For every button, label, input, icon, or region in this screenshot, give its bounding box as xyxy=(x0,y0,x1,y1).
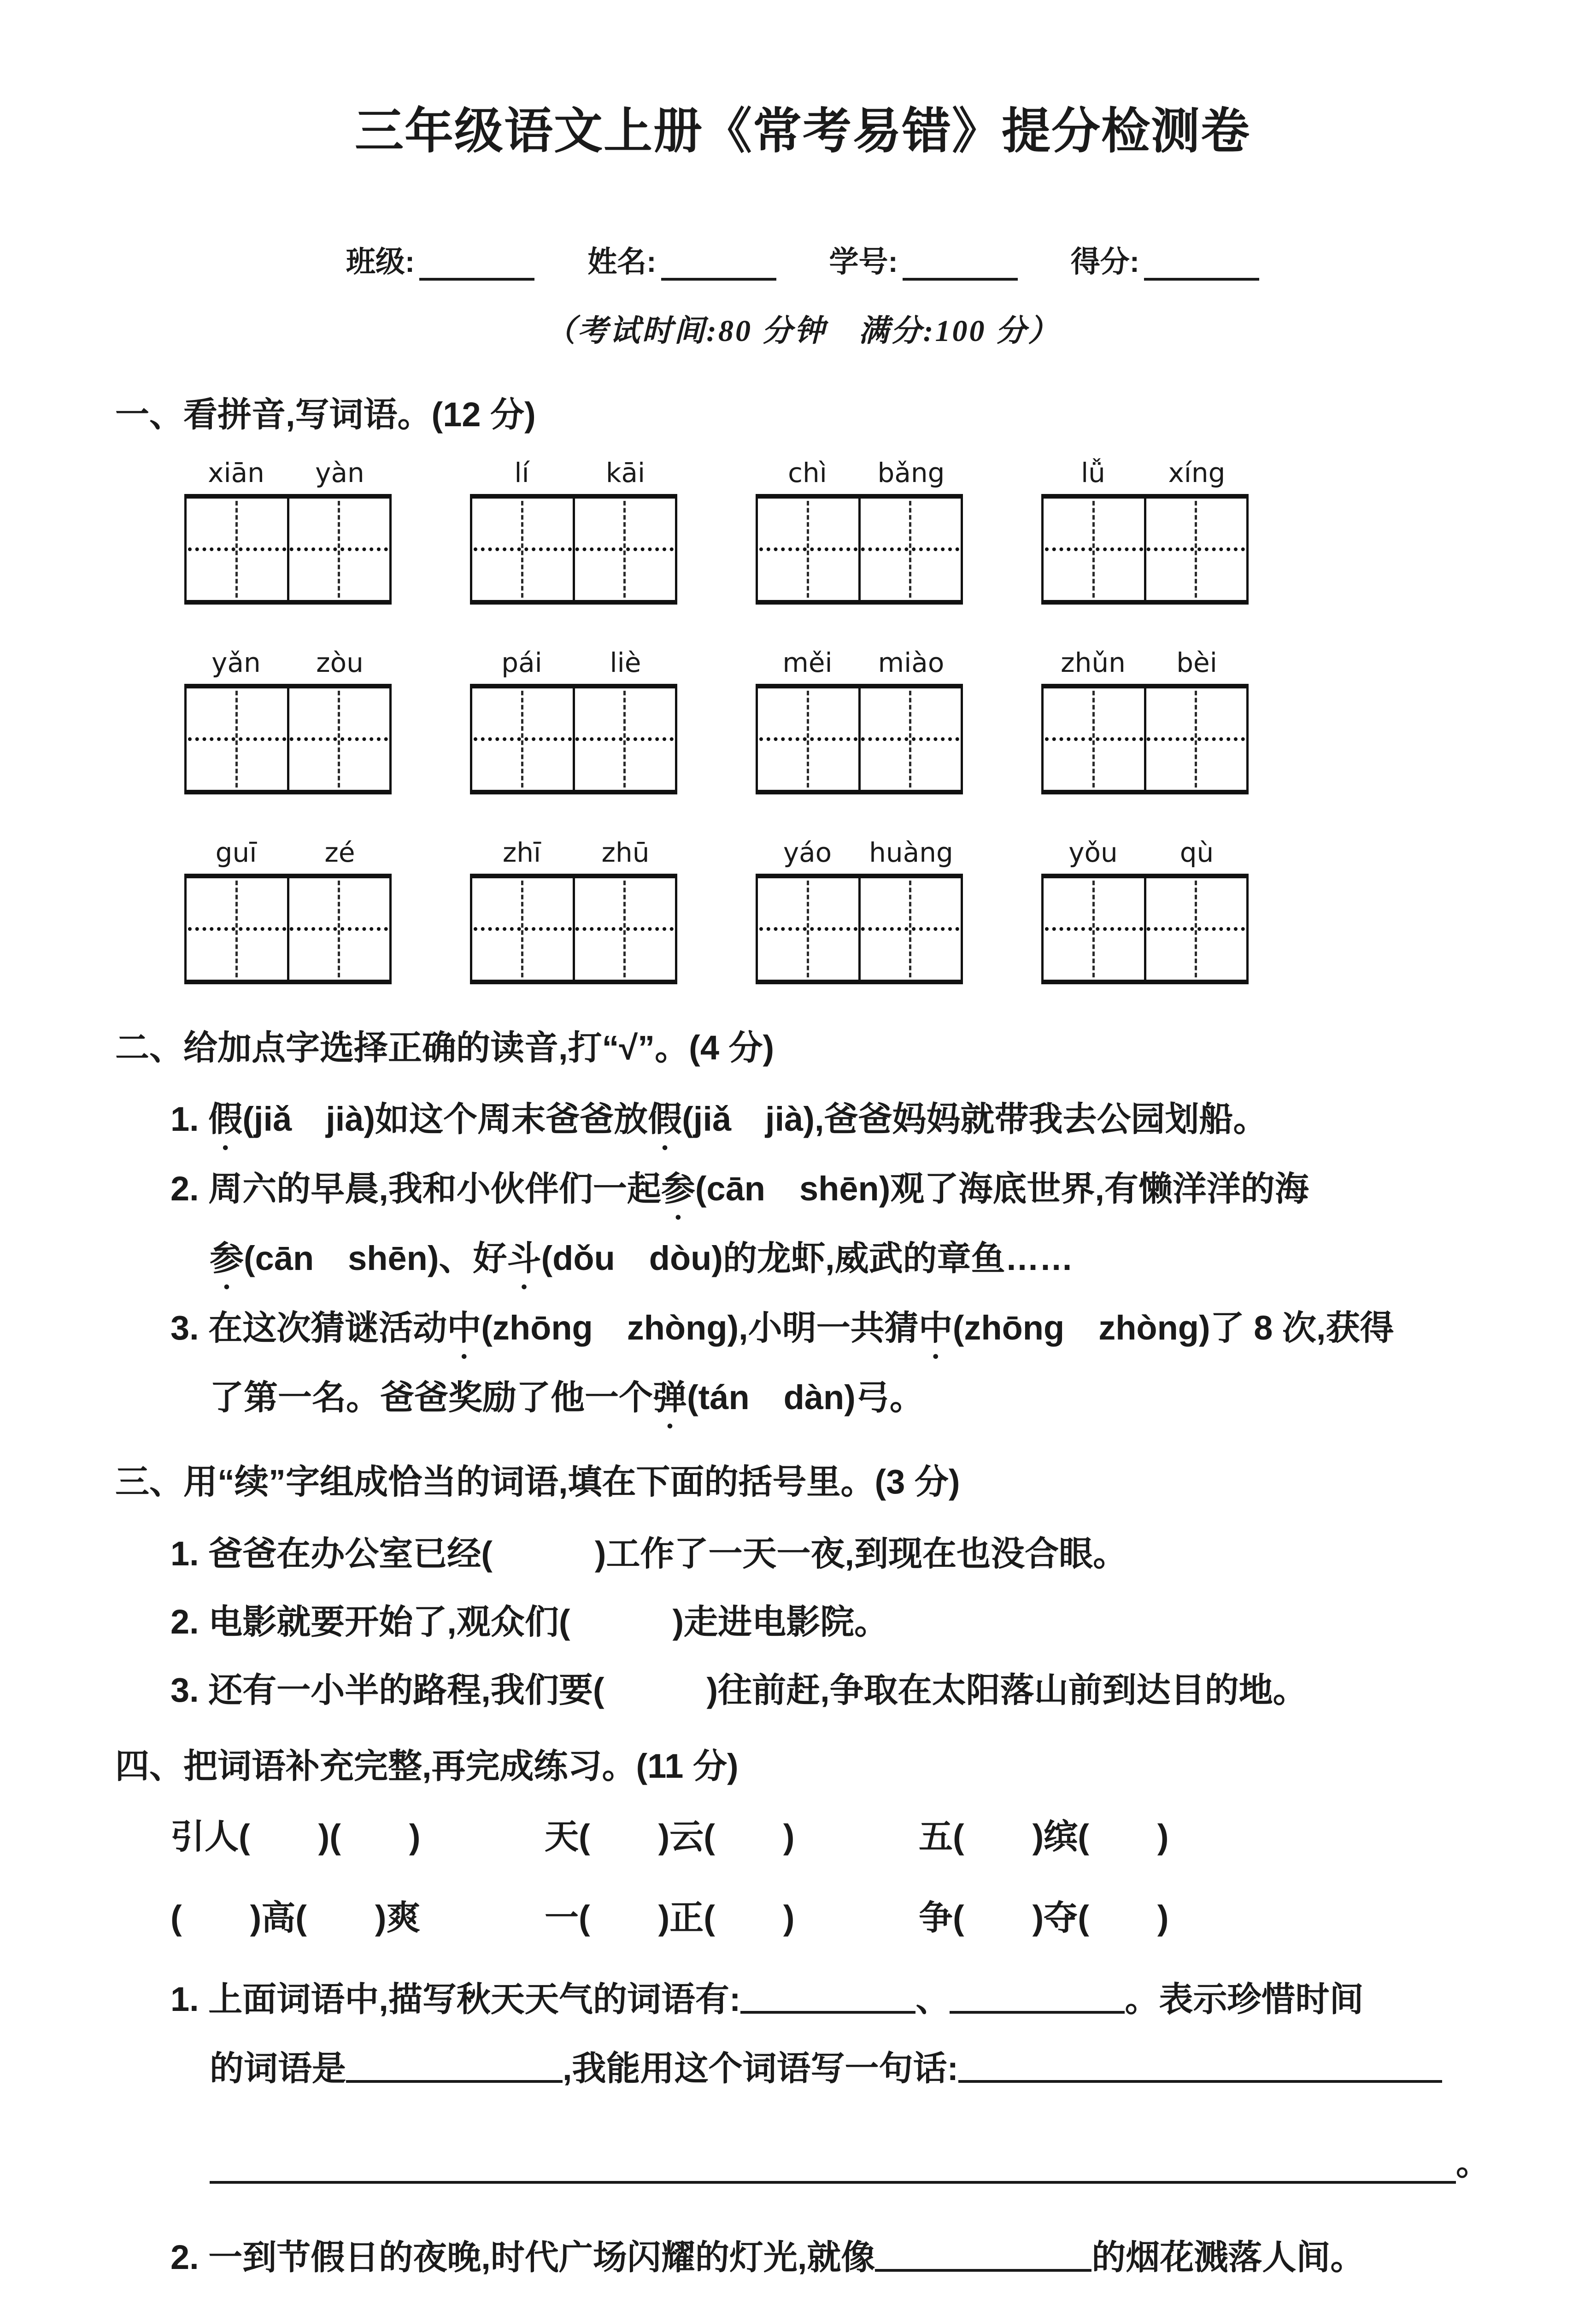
pinyin-syllable: miào xyxy=(878,647,945,678)
writing-cell xyxy=(187,499,289,600)
question-text: (jiǎ jià),爸爸妈妈就带我去公园划船。 xyxy=(682,1100,1267,1138)
pinyin-labels xyxy=(756,457,963,488)
section-2-items xyxy=(170,1087,1490,1435)
writing-grid xyxy=(470,684,677,794)
writing-cell xyxy=(1146,499,1247,600)
pinyin-labels xyxy=(756,837,963,868)
question-text: 2. 周六的早晨,我和小伙伴们一起 xyxy=(170,1170,661,1208)
pinyin-labels xyxy=(470,837,677,868)
pinyin-row xyxy=(184,457,1490,605)
question-text: 。 xyxy=(1456,2144,1490,2182)
question-line xyxy=(170,1522,1490,1586)
writing-cell xyxy=(861,878,961,980)
writing-cell xyxy=(1044,878,1146,980)
pinyin-labels xyxy=(470,647,677,678)
pinyin-labels xyxy=(184,647,392,678)
pinyin-word-group xyxy=(470,647,677,794)
pinyin-row xyxy=(184,837,1490,984)
writing-cell xyxy=(758,499,861,600)
answer-blank xyxy=(958,2053,1442,2083)
answer-blank xyxy=(875,2242,1091,2272)
section-4 xyxy=(115,1745,1490,2292)
word-blank-group: 争( )夺( ) xyxy=(919,1898,1169,1937)
question-text: (cān shēn)、好 xyxy=(244,1239,507,1277)
pinyin-labels xyxy=(184,837,392,868)
question-text: 3. 在这次猜谜活动 xyxy=(170,1309,447,1347)
pinyin-word-group xyxy=(756,457,963,605)
question-line xyxy=(210,2034,1490,2103)
question-text: 2. 电影就要开始了,观众们( )走进电影院。 xyxy=(170,1602,889,1641)
writing-cell xyxy=(289,688,390,790)
writing-cell xyxy=(861,688,961,790)
writing-cell xyxy=(1146,878,1247,980)
question-item xyxy=(170,1157,1490,1296)
student-id-field xyxy=(829,238,1018,281)
question-text: (dǒu dòu)的龙虾,威武的章鱼…… xyxy=(541,1239,1074,1277)
pinyin-syllable: guī xyxy=(215,836,257,868)
question-text: 的词语是 xyxy=(210,2049,346,2087)
question-text: (zhōng zhòng),小明一共猜 xyxy=(481,1309,919,1347)
question-item xyxy=(170,1522,1490,1586)
section-4-heading: 四、把词语补充完整,再完成练习。(11 分) xyxy=(115,1746,739,1785)
pinyin-word-group xyxy=(184,457,392,605)
pinyin-labels xyxy=(756,647,963,678)
pinyin-word-group xyxy=(184,647,392,794)
word-blank-group: 天( )云( ) xyxy=(545,1817,795,1856)
pinyin-word-group xyxy=(470,837,677,984)
pinyin-labels xyxy=(184,457,392,488)
writing-cell xyxy=(575,499,675,600)
dotted-character: 假 xyxy=(208,1100,243,1138)
question-line xyxy=(210,1366,1490,1435)
pinyin-word-group xyxy=(1041,837,1249,984)
question-line xyxy=(210,1227,1490,1296)
section-1 xyxy=(115,394,1490,984)
word-blank-group: ( )高( )爽 xyxy=(170,1898,421,1937)
word-completion-row xyxy=(170,1891,1490,1940)
pinyin-syllable: xíng xyxy=(1168,457,1226,488)
pinyin-syllable: yáo xyxy=(783,836,832,868)
writing-grid xyxy=(756,494,963,605)
dotted-character: 参 xyxy=(661,1170,695,1208)
writing-grid xyxy=(470,494,677,605)
pinyin-word-group xyxy=(756,837,963,984)
score-field xyxy=(1071,238,1259,281)
writing-grid xyxy=(756,874,963,984)
question-text: 2. 一到节假日的夜晚,时代广场闪耀的灯光,就像 xyxy=(170,2238,875,2276)
question-text: 1. 爸爸在办公室已经( )工作了一天一夜,到现在也没合眼。 xyxy=(170,1534,1127,1573)
writing-cell xyxy=(187,688,289,790)
dotted-character: 弹 xyxy=(653,1378,687,1416)
word-blank-group: 五( )缤( ) xyxy=(919,1817,1169,1856)
writing-cell xyxy=(758,878,861,980)
word-blank-group: 引人( )( ) xyxy=(170,1817,421,1856)
pinyin-word-group xyxy=(184,837,392,984)
page-title: 三年级语文上册《常考易错》提分检测卷 xyxy=(355,104,1250,159)
question-text: 。表示珍惜时间 xyxy=(1125,1980,1364,2018)
question-text: 了第一名。爸爸奖励了他一个 xyxy=(210,1378,653,1416)
student-id-label: 学号: xyxy=(829,245,898,278)
question-text: (zhōng zhòng)了 8 次,获得 xyxy=(952,1309,1394,1347)
class-field xyxy=(346,238,534,281)
question-item xyxy=(170,1965,1490,2198)
pinyin-labels xyxy=(1041,647,1249,678)
exam-info: （考试时间:80 分钟 满分:100 分） xyxy=(545,314,1060,348)
question-line xyxy=(210,2128,1490,2198)
answer-blank xyxy=(950,1984,1125,2014)
class-blank xyxy=(419,247,534,281)
question-line xyxy=(170,1658,1490,1722)
score-label: 得分: xyxy=(1070,245,1140,278)
writing-cell xyxy=(472,499,575,600)
writing-cell xyxy=(861,499,961,600)
writing-grid xyxy=(184,684,392,794)
question-item xyxy=(170,1590,1490,1654)
dotted-character: 假 xyxy=(648,1100,682,1138)
section-2 xyxy=(115,1027,1490,1436)
pinyin-rows xyxy=(115,457,1490,984)
question-text: 的烟花溅落人间。 xyxy=(1091,2238,1365,2276)
dotted-character: 斗 xyxy=(507,1239,541,1277)
pinyin-syllable: lí xyxy=(514,457,529,488)
pinyin-syllable: yǎn xyxy=(211,647,261,678)
pinyin-syllable: qù xyxy=(1179,836,1214,868)
question-line xyxy=(170,1590,1490,1654)
pinyin-syllable: kāi xyxy=(605,457,645,488)
writing-cell xyxy=(187,878,289,980)
dotted-character: 中 xyxy=(447,1309,481,1347)
question-item xyxy=(170,2223,1490,2292)
name-field xyxy=(587,238,776,281)
section-4-items xyxy=(170,1965,1490,2292)
writing-cell xyxy=(575,878,675,980)
writing-cell xyxy=(1146,688,1247,790)
question-item xyxy=(170,1087,1490,1157)
writing-grid xyxy=(1041,684,1249,794)
writing-cell xyxy=(758,688,861,790)
pinyin-labels xyxy=(470,457,677,488)
answer-rule-line xyxy=(210,2181,1456,2184)
pinyin-word-group xyxy=(470,457,677,605)
writing-cell xyxy=(575,688,675,790)
pinyin-syllable: liè xyxy=(610,647,641,678)
pinyin-syllable: chì xyxy=(788,457,827,488)
question-text: 、 xyxy=(915,1980,950,2018)
pinyin-row xyxy=(184,647,1490,794)
pinyin-syllable: yàn xyxy=(315,457,364,488)
question-item xyxy=(170,1296,1490,1435)
question-line xyxy=(170,2223,1490,2292)
question-text: (tán dàn)弓。 xyxy=(687,1378,924,1416)
writing-cell xyxy=(289,878,390,980)
pinyin-syllable: xiān xyxy=(208,457,264,488)
name-label: 姓名: xyxy=(587,245,657,278)
student-id-blank xyxy=(903,247,1018,281)
question-text: (cān shēn)观了海底世界,有懒洋洋的海 xyxy=(695,1170,1309,1208)
writing-cell xyxy=(1044,499,1146,600)
pinyin-syllable: zé xyxy=(324,836,355,868)
writing-grid xyxy=(470,874,677,984)
writing-grid xyxy=(1041,494,1249,605)
dotted-character: 中 xyxy=(918,1309,953,1347)
writing-cell xyxy=(472,688,575,790)
pinyin-syllable: zhī xyxy=(502,836,541,868)
pinyin-syllable: zòu xyxy=(316,647,364,678)
student-info-row xyxy=(115,238,1490,281)
pinyin-syllable: zhū xyxy=(601,836,650,868)
question-text: ,我能用这个词语写一句话: xyxy=(563,2049,959,2087)
answer-blank xyxy=(740,1984,915,2014)
writing-grid xyxy=(1041,874,1249,984)
section-3-items xyxy=(170,1522,1490,1722)
pinyin-labels xyxy=(1041,837,1249,868)
name-blank xyxy=(661,247,776,281)
writing-grid xyxy=(184,494,392,605)
pinyin-labels xyxy=(1041,457,1249,488)
question-text: (jiǎ jià)如这个周末爸爸放 xyxy=(242,1100,648,1138)
question-line xyxy=(170,1157,1490,1227)
pinyin-syllable: pái xyxy=(501,647,542,678)
writing-grid xyxy=(184,874,392,984)
pinyin-syllable: lǚ xyxy=(1081,457,1105,488)
writing-grid xyxy=(756,684,963,794)
pinyin-syllable: bǎng xyxy=(877,457,945,488)
pinyin-syllable: bèi xyxy=(1176,647,1217,678)
word-blank-group: 一( )正( ) xyxy=(545,1898,795,1937)
pinyin-word-group xyxy=(756,647,963,794)
writing-cell xyxy=(289,499,390,600)
writing-cell xyxy=(1044,688,1146,790)
score-blank xyxy=(1144,247,1259,281)
pinyin-syllable: zhǔn xyxy=(1061,647,1126,678)
question-text: 1. xyxy=(170,1100,209,1138)
question-text: 3. 还有一小半的路程,我们要( )往前赶,争取在太阳落山前到达目的地。 xyxy=(170,1670,1307,1709)
question-item xyxy=(170,1658,1490,1722)
pinyin-syllable: yǒu xyxy=(1068,836,1118,868)
question-text: 1. 上面词语中,描写秋天天气的词语有: xyxy=(170,1980,741,2018)
pinyin-word-group xyxy=(1041,457,1249,605)
writing-cell xyxy=(472,878,575,980)
pinyin-syllable: měi xyxy=(782,647,833,678)
dotted-character: 参 xyxy=(210,1239,244,1277)
pinyin-syllable: huàng xyxy=(869,836,953,868)
question-line xyxy=(170,1087,1490,1157)
pinyin-word-group xyxy=(1041,647,1249,794)
section-3-heading: 三、用“续”字组成恰当的词语,填在下面的括号里。(3 分) xyxy=(115,1463,960,1501)
answer-blank xyxy=(346,2053,563,2083)
question-line xyxy=(170,1965,1490,2034)
question-line xyxy=(170,1296,1490,1366)
word-completion-row xyxy=(170,1810,1490,1858)
section-3 xyxy=(115,1461,1490,1722)
section-2-heading: 二、给加点字选择正确的读音,打“√”。(4 分) xyxy=(115,1028,775,1067)
section-1-heading: 一、看拼音,写词语。(12 分) xyxy=(115,395,536,434)
class-label: 班级: xyxy=(346,245,415,278)
